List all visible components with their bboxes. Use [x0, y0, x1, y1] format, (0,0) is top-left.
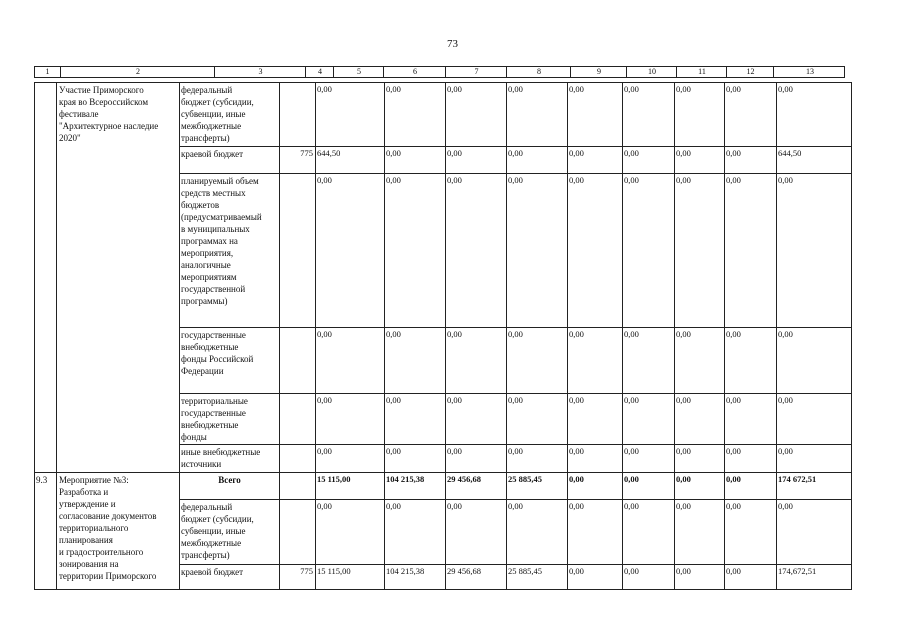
row-number: 9.3: [36, 475, 48, 485]
total-value-cell: 104 215,38: [386, 474, 425, 484]
value-cell: 0,00: [624, 501, 639, 511]
value-cell: 0,00: [778, 395, 793, 405]
value-cell: 0,00: [778, 501, 793, 511]
value-cell: 0,00: [317, 175, 332, 185]
value-cell: 0,00: [447, 175, 462, 185]
value-cell: 0,00: [569, 148, 584, 158]
page-number: 73: [447, 38, 458, 50]
col-line: [279, 82, 280, 590]
event-name-planning: Мероприятие №3: Разработка и утверждение и согласование документов территориального планирования и градостроительного зонирования на территории Приморского: [59, 475, 157, 581]
col-line: [506, 82, 507, 590]
value-cell: 0,00: [386, 446, 401, 456]
value-cell: 0,00: [726, 566, 741, 576]
value-cell: 0,00: [569, 501, 584, 511]
funding-source-label: иные внебюджетные источники: [181, 447, 261, 469]
header-col-7: 7: [445, 67, 507, 77]
value-cell: 0,00: [624, 446, 639, 456]
col-line: [384, 82, 385, 590]
header-col-13: 13: [773, 67, 846, 77]
total-value-cell: 0,00: [726, 474, 741, 484]
header-col-12: 12: [726, 67, 774, 77]
value-cell: 0,00: [778, 175, 793, 185]
total-value-cell: 0,00: [676, 474, 691, 484]
row-line: [34, 589, 852, 590]
value-cell: 0,00: [569, 395, 584, 405]
header-col-9: 9: [570, 67, 627, 77]
value-cell: 0,00: [624, 395, 639, 405]
value-cell: 0,00: [676, 175, 691, 185]
value-cell: 15 115,00: [317, 566, 351, 576]
value-cell: 104 215,38: [386, 566, 425, 576]
value-cell: 0,00: [778, 446, 793, 456]
budget-table: [34, 82, 852, 590]
value-cell: 0,00: [317, 501, 332, 511]
value-cell: 0,00: [508, 148, 523, 158]
total-value-cell: 15 115,00: [317, 474, 351, 484]
value-cell: 0,00: [447, 501, 462, 511]
value-cell: 0,00: [508, 84, 523, 94]
total-value-cell: 25 885,45: [508, 474, 542, 484]
value-cell: 0,00: [676, 566, 691, 576]
header-col-11: 11: [676, 67, 727, 77]
total-value-cell: 174 672,51: [778, 474, 817, 484]
header-col-6: 6: [383, 67, 446, 77]
column-number-header: [34, 66, 845, 78]
funding-source-label: краевой бюджет: [181, 567, 244, 577]
value-cell: 0,00: [447, 395, 462, 405]
total-value-cell: 0,00: [569, 474, 584, 484]
value-cell: 0,00: [569, 175, 584, 185]
funding-source-label: федеральный бюджет (субсидии, субвенции, иные межбюджетные трансферты): [181, 85, 254, 143]
value-cell: 0,00: [508, 329, 523, 339]
budget-code: 775: [300, 566, 313, 576]
budget-code: 775: [300, 148, 313, 158]
value-cell: 0,00: [624, 175, 639, 185]
value-cell: 0,00: [386, 395, 401, 405]
value-cell: 0,00: [508, 395, 523, 405]
value-cell: 0,00: [726, 148, 741, 158]
funding-source-label: территориальные государственные внебюджетные фонды: [181, 396, 248, 442]
header-col-10: 10: [626, 67, 677, 77]
value-cell: 0,00: [386, 501, 401, 511]
total-value-cell: 29 456,68: [447, 474, 481, 484]
header-col-2: 2: [60, 67, 215, 77]
value-cell: 0,00: [778, 84, 793, 94]
value-cell: 0,00: [624, 148, 639, 158]
value-cell: 0,00: [317, 329, 332, 339]
value-cell: 0,00: [386, 148, 401, 158]
funding-source-label: краевой бюджет: [181, 149, 244, 159]
col-line: [445, 82, 446, 590]
value-cell: 0,00: [386, 175, 401, 185]
col-line: [56, 82, 57, 590]
value-cell: 0,00: [676, 329, 691, 339]
value-cell: 0,00: [447, 446, 462, 456]
funding-source-label: планируемый объем средств местных бюджетов (предусматриваемый в муниципальных программах на мероприятия, аналогичные мероприятиям государственной программы): [181, 176, 262, 306]
value-cell: 0,00: [386, 329, 401, 339]
header-col-4: 4: [305, 67, 334, 77]
total-label: Всего: [218, 475, 241, 485]
value-cell: 29 456,68: [447, 566, 481, 576]
value-cell: 0,00: [624, 84, 639, 94]
event-name-festival: Участие Приморского края во Всероссийском фестивале "Архитектурное наследие 2020": [59, 85, 159, 143]
col-line: [851, 82, 852, 590]
value-cell: 0,00: [726, 395, 741, 405]
col-line: [674, 82, 675, 590]
col-line: [776, 82, 777, 590]
col-line: [567, 82, 568, 590]
value-cell: 0,00: [317, 395, 332, 405]
value-cell: 0,00: [508, 446, 523, 456]
value-cell: 0,00: [386, 84, 401, 94]
value-cell: 0,00: [726, 446, 741, 456]
value-cell: 174,672,51: [778, 566, 817, 576]
col-line: [724, 82, 725, 590]
value-cell: 0,00: [447, 148, 462, 158]
header-col-3: 3: [214, 67, 306, 77]
header-col-8: 8: [506, 67, 571, 77]
header-col-1: 1: [45, 67, 50, 76]
row-line: [34, 472, 852, 473]
value-cell: 0,00: [569, 446, 584, 456]
value-cell: 0,00: [624, 329, 639, 339]
value-cell: 0,00: [447, 329, 462, 339]
value-cell: 0,00: [676, 395, 691, 405]
value-cell: 0,00: [726, 329, 741, 339]
value-cell: 0,00: [676, 148, 691, 158]
value-cell: 0,00: [569, 84, 584, 94]
value-cell: 0,00: [508, 175, 523, 185]
funding-source-label: государственные внебюджетные фонды Российской Федерации: [181, 330, 254, 376]
funding-source-label: федеральный бюджет (субсидии, субвенции, иные межбюджетные трансферты): [181, 502, 254, 560]
value-cell: 0,00: [317, 84, 332, 94]
value-cell: 0,00: [676, 84, 691, 94]
value-cell: 0,00: [726, 501, 741, 511]
col-line: [315, 82, 316, 590]
col-line: [622, 82, 623, 590]
value-cell: 0,00: [624, 566, 639, 576]
value-cell: 0,00: [447, 84, 462, 94]
value-cell: 25 885,45: [508, 566, 542, 576]
value-cell: 0,00: [726, 84, 741, 94]
value-cell: 644,50: [778, 148, 802, 158]
value-cell: 0,00: [569, 566, 584, 576]
value-cell: 0,00: [569, 329, 584, 339]
col-line: [34, 82, 35, 590]
value-cell: 0,00: [726, 175, 741, 185]
value-cell: 0,00: [508, 501, 523, 511]
value-cell: 644,50: [317, 148, 341, 158]
value-cell: 0,00: [317, 446, 332, 456]
value-cell: 0,00: [676, 501, 691, 511]
row-line: [34, 82, 852, 83]
total-value-cell: 0,00: [624, 474, 639, 484]
value-cell: 0,00: [676, 446, 691, 456]
value-cell: 0,00: [778, 329, 793, 339]
header-col-5: 5: [333, 67, 384, 77]
